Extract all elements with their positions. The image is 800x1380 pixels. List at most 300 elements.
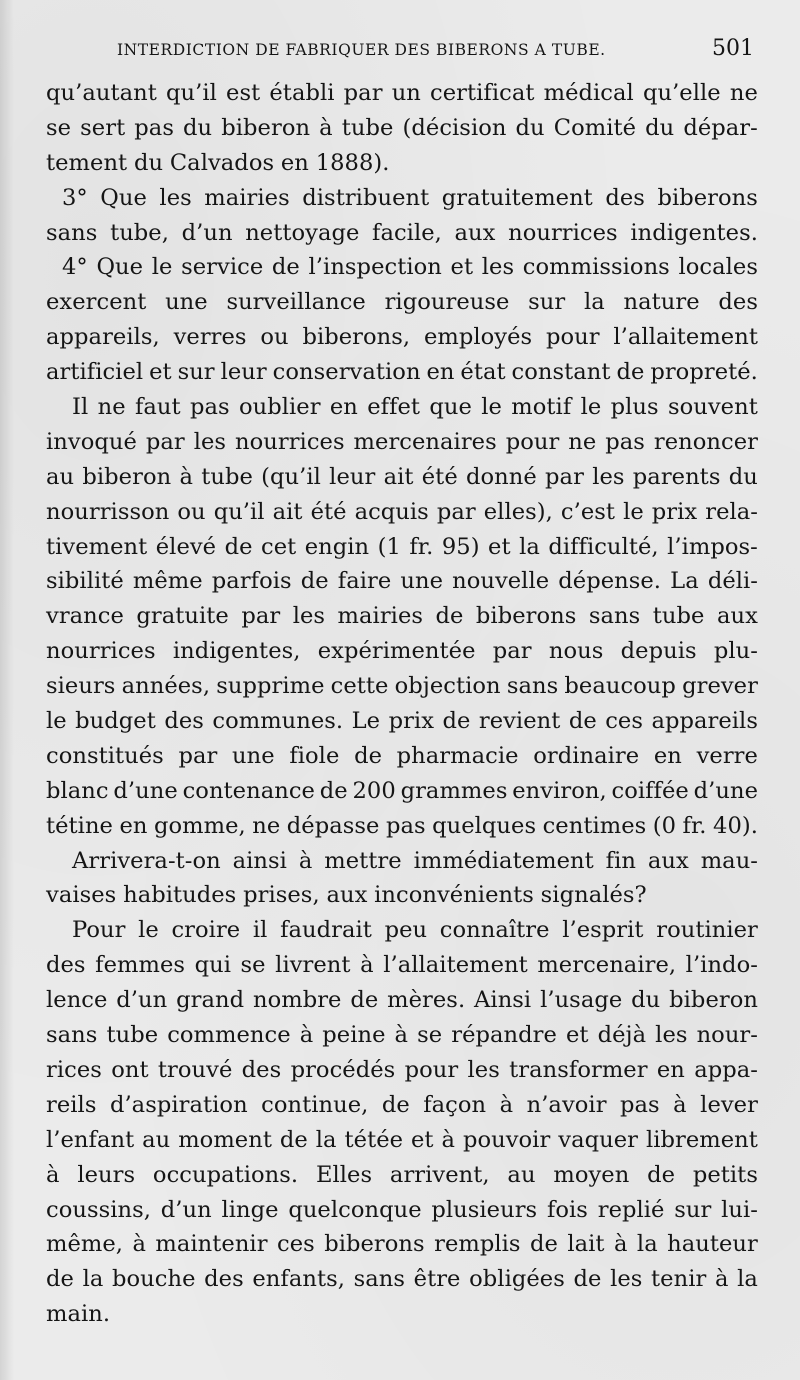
word: à xyxy=(298,847,313,874)
word: tétine xyxy=(46,812,113,839)
word: ne xyxy=(568,428,597,455)
word: l’inspection xyxy=(308,254,442,281)
body-text xyxy=(46,76,758,1332)
word: grand xyxy=(176,987,245,1014)
word: l’indo- xyxy=(685,952,758,979)
word: parents xyxy=(632,463,721,490)
word: du xyxy=(728,463,758,490)
word: à xyxy=(319,114,333,141)
word: du xyxy=(183,114,213,141)
word: l’allaitement xyxy=(383,952,528,979)
text-line xyxy=(46,913,758,948)
word: aux xyxy=(454,219,496,246)
word: les xyxy=(467,1056,500,1083)
word: invoqué xyxy=(46,428,137,455)
text-line xyxy=(46,1088,758,1123)
word: les xyxy=(610,1266,643,1293)
text-line xyxy=(46,1123,758,1158)
word: inconvénients xyxy=(374,882,534,909)
text-line xyxy=(46,181,758,216)
word: pour xyxy=(545,324,600,351)
text-line xyxy=(46,774,758,809)
word: verres xyxy=(173,324,247,351)
word: trouvé xyxy=(157,1056,233,1083)
word: nous xyxy=(548,638,604,665)
word: cet xyxy=(260,533,297,560)
text-line xyxy=(46,1297,758,1332)
word: le xyxy=(46,708,67,735)
word: au xyxy=(142,1126,171,1153)
word: de xyxy=(442,708,471,735)
word: Que xyxy=(96,254,144,281)
word: Comité xyxy=(553,114,637,141)
word: fr. xyxy=(682,812,707,839)
running-title: INTERDICTION DE FABRIQUER DES BIBERONS A TUBE. xyxy=(117,41,606,59)
word: arrivent, xyxy=(389,1161,490,1188)
word: de xyxy=(350,987,379,1014)
word: dépar- xyxy=(683,114,758,141)
word: acquis xyxy=(354,498,429,525)
word: artificiel xyxy=(46,359,144,386)
word: peu xyxy=(384,917,428,944)
word: engin xyxy=(304,533,370,560)
word: obligées xyxy=(469,1266,565,1293)
word: à xyxy=(499,1091,514,1118)
word: sans xyxy=(353,1266,406,1293)
word: nouvelle xyxy=(452,568,550,595)
word: déli- xyxy=(707,568,758,595)
word: plus xyxy=(610,394,659,421)
word: qu’il xyxy=(213,498,265,525)
word: petits xyxy=(692,1161,758,1188)
word: verre xyxy=(696,742,758,769)
word: revient xyxy=(478,708,561,735)
word: mercenaire, xyxy=(537,952,677,979)
word: Elles xyxy=(315,1161,373,1188)
word: tivement xyxy=(46,533,148,560)
word: nature xyxy=(623,289,700,316)
word: employés xyxy=(423,324,533,351)
word: sieurs xyxy=(46,673,116,700)
word: une xyxy=(232,742,275,769)
word: cette xyxy=(330,673,389,700)
word: locales xyxy=(678,254,758,281)
word: la xyxy=(737,1266,758,1293)
word: de xyxy=(573,1266,602,1293)
text-line xyxy=(46,460,758,495)
word: répandre xyxy=(451,1022,557,1049)
word: état xyxy=(460,359,506,386)
text-line xyxy=(46,564,758,599)
word: l’usage xyxy=(540,987,623,1014)
word: de xyxy=(354,742,382,769)
word: Le xyxy=(351,708,381,735)
word: sans xyxy=(46,219,98,246)
word: signalés? xyxy=(540,882,647,909)
word: lait xyxy=(567,1231,605,1258)
word: connaître xyxy=(439,917,550,944)
word: tenir xyxy=(651,1266,707,1293)
word: gratuitement xyxy=(441,184,593,211)
word: mairies xyxy=(204,184,290,211)
text-line xyxy=(46,111,758,146)
word: reils xyxy=(46,1091,97,1118)
word: faire xyxy=(337,568,392,595)
word: La xyxy=(670,568,699,595)
word: souvent xyxy=(667,394,758,421)
text-line xyxy=(46,146,758,181)
word: et xyxy=(149,359,172,386)
word: prix xyxy=(651,498,698,525)
word: habitudes xyxy=(123,882,237,909)
word: difficulté, xyxy=(548,533,659,560)
word: c’est xyxy=(560,498,616,525)
word: aux xyxy=(326,882,368,909)
word: l’esprit xyxy=(562,917,644,944)
word: communes. xyxy=(212,708,344,735)
word: de xyxy=(319,777,348,804)
word: se xyxy=(46,114,72,141)
word: d’un xyxy=(181,219,233,246)
word: mairies xyxy=(337,603,424,630)
word: par xyxy=(178,742,218,769)
word: sert xyxy=(80,114,126,141)
word: les xyxy=(292,603,326,630)
word: supprime xyxy=(216,673,325,700)
word: nour- xyxy=(696,1022,758,1049)
word: croire xyxy=(171,917,241,944)
word: sur xyxy=(177,359,215,386)
word: élevé xyxy=(155,533,217,560)
word: d’un xyxy=(160,1196,212,1223)
word: à xyxy=(394,1022,409,1049)
word: moyen xyxy=(553,1161,630,1188)
word: en xyxy=(280,149,309,176)
word: à xyxy=(360,952,374,979)
word: indigentes, xyxy=(172,638,301,665)
word: est xyxy=(226,80,261,106)
text-line xyxy=(46,425,758,460)
text-line xyxy=(46,76,758,111)
word: pas xyxy=(620,1091,660,1118)
page-edge-shadow xyxy=(0,0,14,1380)
word: pas xyxy=(189,394,230,421)
word: replié xyxy=(597,1196,665,1223)
text-line xyxy=(46,983,758,1018)
word: être xyxy=(413,1266,461,1293)
word: 95) xyxy=(441,533,480,560)
word: d’un xyxy=(116,987,168,1014)
word: plusieurs xyxy=(431,1196,538,1223)
word: de xyxy=(271,254,300,281)
word: des xyxy=(718,289,758,316)
word: tube xyxy=(106,1022,159,1049)
word: tube xyxy=(652,603,705,630)
word: plu- xyxy=(713,638,758,665)
word: quelconque xyxy=(288,1196,422,1223)
word: des xyxy=(204,1266,244,1293)
word: de xyxy=(568,708,597,735)
word: nettoyage xyxy=(245,219,360,246)
word: ont xyxy=(111,1056,149,1083)
word: même, xyxy=(46,1231,124,1258)
word: ne xyxy=(729,80,758,106)
word: lence xyxy=(46,987,108,1014)
word: l’enfant xyxy=(46,1126,135,1153)
word: pouvoir xyxy=(462,1126,551,1153)
word: centimes xyxy=(542,812,647,839)
word: du xyxy=(515,114,545,141)
text-line xyxy=(46,250,758,285)
word: femmes xyxy=(95,952,186,979)
word: et xyxy=(488,533,511,560)
word: gratuite xyxy=(136,603,229,630)
word: été xyxy=(421,463,458,490)
word: de xyxy=(46,1266,74,1293)
word: linge xyxy=(221,1196,279,1223)
word: fin xyxy=(605,847,636,874)
word: biberons, xyxy=(302,324,411,351)
word: une xyxy=(165,289,208,316)
word: lui- xyxy=(721,1196,758,1223)
text-line xyxy=(46,1262,758,1297)
word: façon xyxy=(423,1091,487,1118)
word: nourrices xyxy=(234,428,345,455)
word: par xyxy=(343,80,383,106)
word: expérimentée xyxy=(317,638,476,665)
word: mercenaires xyxy=(353,428,497,455)
word: années, xyxy=(121,673,211,700)
word: 200 xyxy=(352,777,396,804)
word: la xyxy=(315,1126,337,1153)
word: d’aspiration xyxy=(109,1091,248,1118)
word: à xyxy=(613,1231,628,1258)
word: rela- xyxy=(705,498,758,525)
word: ou xyxy=(260,324,289,351)
text-line xyxy=(46,1158,758,1193)
word: médical xyxy=(543,80,634,106)
word: du xyxy=(133,149,164,176)
word: mères. xyxy=(387,987,466,1014)
word: elles), xyxy=(483,498,553,525)
word: qui xyxy=(194,952,231,979)
word: tétée xyxy=(344,1126,404,1153)
word: nourrices xyxy=(508,219,618,246)
word: ne xyxy=(97,394,126,421)
word: la xyxy=(584,289,605,316)
word: vaises xyxy=(46,882,117,909)
word: en xyxy=(426,359,455,386)
word: la xyxy=(636,1231,658,1258)
word: que xyxy=(429,394,472,421)
word: fr. xyxy=(409,533,434,560)
word: environ, xyxy=(512,777,607,804)
text-line xyxy=(46,1053,758,1088)
word: aux xyxy=(716,603,758,630)
text-line xyxy=(46,530,758,565)
word: à xyxy=(299,1022,314,1049)
word: l’allaitement xyxy=(613,324,758,351)
word: librement xyxy=(645,1126,758,1153)
word: biberon xyxy=(82,463,172,490)
word: rigoureuse xyxy=(384,289,510,316)
text-line xyxy=(46,216,758,251)
word: Arrivera-t-on xyxy=(72,847,221,874)
word: des xyxy=(605,184,645,211)
word: leur xyxy=(329,463,376,490)
word: biberon xyxy=(669,987,758,1014)
word: (décision xyxy=(402,114,507,141)
word: (qu’il xyxy=(261,463,321,490)
word: appareils xyxy=(651,708,758,735)
word: de xyxy=(529,1231,558,1258)
word: donné xyxy=(466,463,537,490)
word: beaucoup xyxy=(564,673,676,700)
word: vaquer xyxy=(558,1126,638,1153)
word: qu’elle xyxy=(642,80,721,106)
word: routinier xyxy=(656,917,758,944)
word: par xyxy=(436,498,476,525)
text-line xyxy=(46,1193,758,1228)
word: ait xyxy=(272,498,303,525)
word: indigentes. xyxy=(630,219,758,246)
word: de xyxy=(300,568,329,595)
word: prix xyxy=(388,708,434,735)
word: pas xyxy=(385,812,426,839)
word: de xyxy=(616,359,645,386)
word: à xyxy=(673,1091,687,1118)
word: pharmacie xyxy=(396,742,519,769)
word: leurs xyxy=(77,1161,136,1188)
word: faut xyxy=(134,394,181,421)
word: l’impos- xyxy=(667,533,758,560)
word: été xyxy=(310,498,347,525)
word: le xyxy=(481,394,502,421)
word: bouche xyxy=(112,1266,196,1293)
word: coiffée xyxy=(611,777,689,804)
word: ou xyxy=(177,498,206,525)
word: aux xyxy=(647,847,689,874)
word: au xyxy=(46,463,75,490)
text-line xyxy=(46,355,758,390)
word: il xyxy=(252,917,268,944)
text-line xyxy=(46,739,758,774)
word: à xyxy=(441,1126,456,1153)
word: 3° xyxy=(62,184,88,211)
word: contenance xyxy=(182,777,315,804)
word: ait xyxy=(383,463,414,490)
word: déjà xyxy=(597,1022,647,1049)
text-line xyxy=(46,495,758,530)
word: propreté. xyxy=(650,359,758,386)
word: biberons xyxy=(657,184,758,211)
word: d’une xyxy=(113,777,178,804)
word: au xyxy=(507,1161,536,1188)
word: de xyxy=(279,1126,308,1153)
word: Ainsi xyxy=(474,987,532,1014)
word: nombre xyxy=(252,987,342,1014)
word: renoncer xyxy=(653,428,758,455)
word: 1888). xyxy=(315,149,390,176)
word: pour xyxy=(404,1056,459,1083)
word: mettre xyxy=(324,847,402,874)
word: appareils, xyxy=(46,324,160,351)
word: commissions xyxy=(522,254,670,281)
word: appa- xyxy=(694,1056,758,1083)
word: la xyxy=(82,1266,104,1293)
word: vrance xyxy=(46,603,124,630)
word: biberon xyxy=(221,114,311,141)
word: objection xyxy=(394,673,501,700)
word: dépense. xyxy=(558,568,662,595)
word: prises, xyxy=(243,882,320,909)
word: 4° xyxy=(62,254,88,281)
word: transformer xyxy=(509,1056,648,1083)
word: certificat xyxy=(430,80,535,106)
word: coussins, xyxy=(46,1196,152,1223)
word: dépasse xyxy=(286,812,380,839)
word: sur xyxy=(528,289,566,316)
word: le xyxy=(151,254,173,281)
word: du xyxy=(631,987,661,1014)
word: en xyxy=(656,1056,685,1083)
word: pour xyxy=(505,428,560,455)
text-line xyxy=(46,320,758,355)
word: la xyxy=(519,533,540,560)
word: immédiatement xyxy=(413,847,594,874)
text-line xyxy=(46,1227,758,1262)
word: des xyxy=(164,708,204,735)
text-line xyxy=(46,599,758,634)
word: (1 xyxy=(377,533,401,560)
word: biberons xyxy=(475,603,577,630)
word: (0 xyxy=(652,812,677,839)
text-line xyxy=(46,948,758,983)
word: à xyxy=(714,1266,729,1293)
word: distribuent xyxy=(302,184,430,211)
word: de xyxy=(435,603,464,630)
word: même xyxy=(132,568,203,595)
text-line xyxy=(46,1018,758,1053)
word: conservation xyxy=(272,359,421,386)
word: n’avoir xyxy=(526,1091,607,1118)
word: facile, xyxy=(372,219,442,246)
word: surveillance xyxy=(226,289,366,316)
word: pas xyxy=(134,114,174,141)
word: en xyxy=(329,394,358,421)
word: tube, xyxy=(110,219,169,246)
word: de xyxy=(224,533,253,560)
word: budget xyxy=(75,708,156,735)
word: tement xyxy=(46,149,128,176)
word: d’une xyxy=(693,777,758,804)
word: blanc xyxy=(46,777,109,804)
word: les xyxy=(193,428,227,455)
word: qu’il xyxy=(166,80,217,106)
word: le xyxy=(138,917,159,944)
word: tube xyxy=(341,114,394,141)
word: remplis xyxy=(434,1231,521,1258)
word: ces xyxy=(276,1231,315,1258)
text-line xyxy=(46,669,758,704)
running-head xyxy=(117,36,754,66)
word: biberons xyxy=(324,1231,425,1258)
word: commence xyxy=(167,1022,291,1049)
word: fiole xyxy=(289,742,340,769)
word: de xyxy=(381,1091,410,1118)
word: en xyxy=(653,742,682,769)
text-line xyxy=(46,285,758,320)
